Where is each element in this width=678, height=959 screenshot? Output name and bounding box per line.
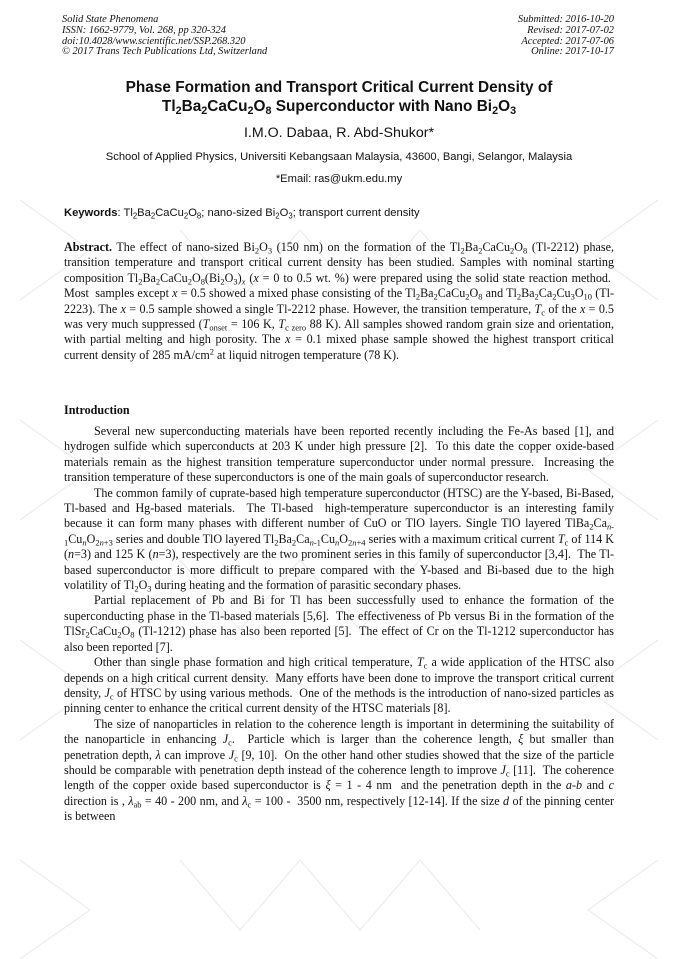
accepted-date: Accepted: 2017-07-06 bbox=[521, 35, 614, 47]
revised-date: Revised: 2017-07-02 bbox=[527, 24, 614, 36]
paper-title bbox=[40, 79, 638, 116]
doi-line[interactable]: doi:10.4028/www.scientific.net/SSP.268.320 bbox=[62, 35, 246, 47]
journal-name: Solid State Phenomena bbox=[62, 14, 159, 25]
publication-dates bbox=[518, 15, 614, 58]
title-line-2: $Tl_2Ba_2CaCu_2O_8$ Superconductor with Nano $Bi_2O_3$ bbox=[161, 97, 517, 117]
authors: I.M.O. Dabaa, R. Abd-Shukor* bbox=[243, 125, 435, 141]
title-line-1: Phase Formation and Transport Critical Current Density of bbox=[125, 79, 553, 96]
keywords-label: Keywords bbox=[64, 207, 118, 219]
abstract bbox=[64, 240, 614, 363]
intro-paragraph-3: Partial replacement of Pb and Bi for Tl has been successfully used to enhance the formation of the superconducting phase in the Tl-based materials [5,6]. The effectiveness of Pb versus Bi in the formation of the $TlSr_2CaCu_2O_8$ (Tl-1212) phase has also been reported [5]. The effect of Cr on the Tl-1212 superconductor has also been reported [7]. bbox=[64, 593, 614, 654]
intro-paragraph-2: The common family of cuprate-based high temperature superconductor (HTSC) are the Y-based, Bi-Based, Tl-based and Hg-based materials. The Tl-based high-temperature superconductor is an interesting family because it can form many phases with different number of CuO or TlO layers. Single TlO layered $TlBa_2Ca_{n-1}Cu_nO_{2n+3}$ series and double TlO layered $Tl_2Ba_2Ca_{n-1}Cu_nO_{2n+4}$ series with a maximum critical current $T_c$ of 114 K (n=3) and 125 K (n=3), respectively are the two prominent series in this family of superconductor [3,4]. The Tl-based superconductor is more difficult to prepare compared with the Y-based and Bi-based due to the high volatility of $Tl_2O_3$ during heating and the formation of parasitic secondary phases. bbox=[64, 485, 614, 594]
submitted-date: Submitted: 2016-10-20 bbox=[517, 14, 614, 25]
journal-info bbox=[62, 15, 267, 58]
issn-line: ISSN: 1662-9779, Vol. 268, pp 320-324 bbox=[62, 24, 226, 36]
introduction-body bbox=[64, 424, 614, 825]
intro-paragraph-5: The size of nanoparticles in relation to the coherence length is important in determining the suitability of the nanoparticle in enhancing $J_c$. Particle which is larger than the coherence length, ξ but smaller than penetration depth, λ can improve $J_c$ [9, 10]. On the other hand other studies showed that the size of the particle should be comparable with penetration depth instead of the coherence length to improve $J_c$ [11]. The coherence length of the copper oxide based superconductor is ξ = 1 - 4 nm and the penetration depth in the a-b and c direction is , $\lambda_{ab} = 40 - 200$ nm, and $\lambda_c = 100 - 3500$ nm, respectively [12-14]. If the size d of the pinning center is between bbox=[64, 716, 615, 824]
intro-paragraph-4: Other than single phase formation and high critical temperature, $T_c$ a wide application of the HTSC also depends on a high critical current density. Many efforts have been done to improve the transport critical current density, $J_c$ of HTSC by using various methods. One of the methods is the introduction of nano-sized particles as pinning center to enhance the critical current density of the HTSC materials [8]. bbox=[64, 655, 614, 716]
corresponding-email[interactable]: *Email: ras@ukm.edu.my bbox=[275, 173, 403, 185]
copyright-line: © 2017 Trans Tech Publications Ltd, Switzerland bbox=[62, 46, 268, 58]
introduction-heading: Introduction bbox=[64, 403, 130, 417]
abstract-label: Abstract. bbox=[64, 240, 113, 254]
affiliation: School of Applied Physics, Universiti Kebangsaan Malaysia, 43600, Bangi, Selangor, Malaysia bbox=[105, 151, 573, 163]
abstract-text: Abstract. The effect of nano-sized $Bi_2O_3$ (150 nm) on the formation of the $Tl_2Ba_2CaCu_2O_8$ (Tl-2212) phase, transition temperature and transport critical current density has been studied. Samples with nominal starting composition $Tl_2Ba_2CaCu_2O_8(Bi_2O_3)_x$ (x = 0 to 0.5 wt. %) were prepared using the solid state reaction method. Most samples except x = 0.5 showed a mixed phase consisting of the $Tl_2Ba_2CaCu_2O_8$ and $Tl_2Ba_2Ca_2Cu_3O_{10}$ (Tl-2223). The x = 0.5 sample showed a single Tl-2212 phase. However, the transition temperature, $T_c$ of the x = 0.5 was very much suppressed ($T_{onset} = 106$ K, $T_{c zero}$ 88 K). All samples showed random grain size and orientation, with partial melting and high porosity. The x = 0.1 mixed phase sample showed the highest transport critical current density of 285 $mA/cm^2$ at liquid nitrogen temperature (78 K). bbox=[64, 240, 615, 362]
keywords: Keywords: $Tl_2Ba_2CaCu_2O_8$; nano-sized $Bi_2O_3$; transport current density bbox=[64, 207, 420, 221]
online-date: Online: 2017-10-17 bbox=[531, 46, 614, 58]
intro-paragraph-1: Several new superconducting materials have been reported recently including the Fe-As based [1], and hydrogen sulfide which superconducts at 203 K under high pressure [2]. To this date the copper oxide-based materials remain as the highest transition temperature superconductor under normal pressure. Increasing the transition temperature of these superconductors is one of the main goals of superconductor research. bbox=[64, 424, 614, 485]
